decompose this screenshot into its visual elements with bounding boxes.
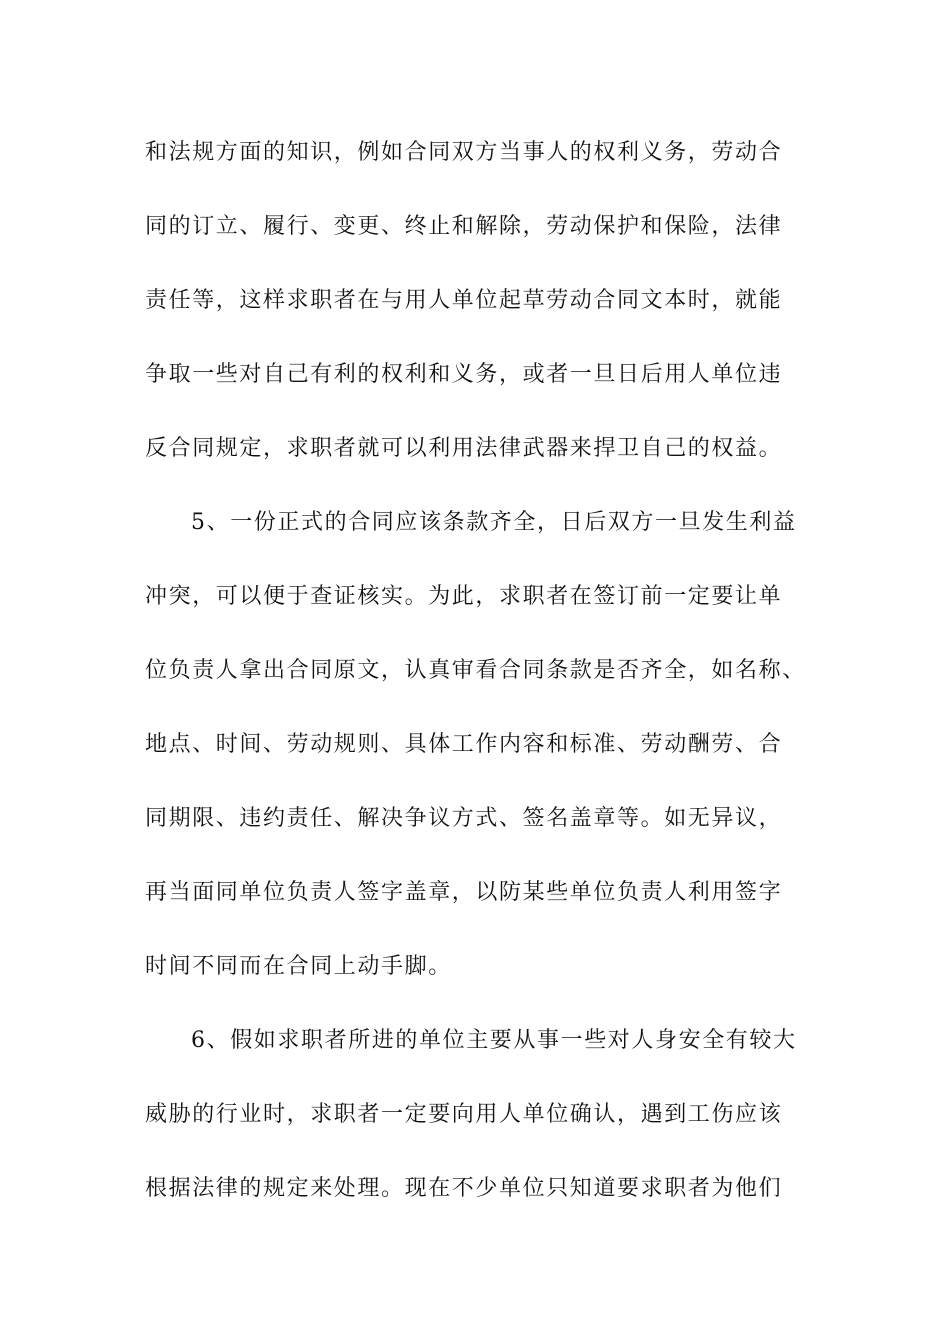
text-line: 地点、时间、劳动规则、具体工作内容和标准、劳动酬劳、合 xyxy=(145,732,783,757)
text-line: 位负责人拿出合同原文，认真审看合同条款是否齐全，如名称、 xyxy=(145,658,806,683)
paragraph-6-start: 6、假如求职者所进的单位主要从事一些对人身安全有较大 xyxy=(191,1028,797,1053)
text-line: 时间不同而在合同上动手脚。 xyxy=(145,954,452,979)
text-line: 冲突，可以便于查证核实。为此，求职者在签订前一定要让单 xyxy=(145,584,783,609)
paragraph-5-start: 5、一份正式的合同应该条款齐全，日后双方一旦发生利益 xyxy=(191,510,797,535)
text-line: 威胁的行业时，求职者一定要向用人单位确认，遇到工伤应该 xyxy=(145,1102,783,1127)
text-line: 同期限、违约责任、解决争议方式、签名盖章等。如无异议， xyxy=(145,806,783,831)
text-line: 同的订立、履行、变更、终止和解除，劳动保护和保险，法律 xyxy=(145,214,783,239)
text-line: 和法规方面的知识，例如合同双方当事人的权利义务，劳动合 xyxy=(145,140,783,165)
text-line: 责任等，这样求职者在与用人单位起草劳动合同文本时，就能 xyxy=(145,288,783,313)
document-body xyxy=(145,130,825,1240)
text-line: 再当面同单位负责人签字盖章，以防某些单位负责人利用签字 xyxy=(145,880,783,905)
text-line: 反合同规定，求职者就可以利用法律武器来捍卫自己的权益。 xyxy=(145,436,783,461)
text-line: 根据法律的规定来处理。现在不少单位只知道要求职者为他们 xyxy=(145,1176,783,1201)
text-line: 争取一些对自己有利的权利和义务，或者一旦日后用人单位违 xyxy=(145,362,783,387)
